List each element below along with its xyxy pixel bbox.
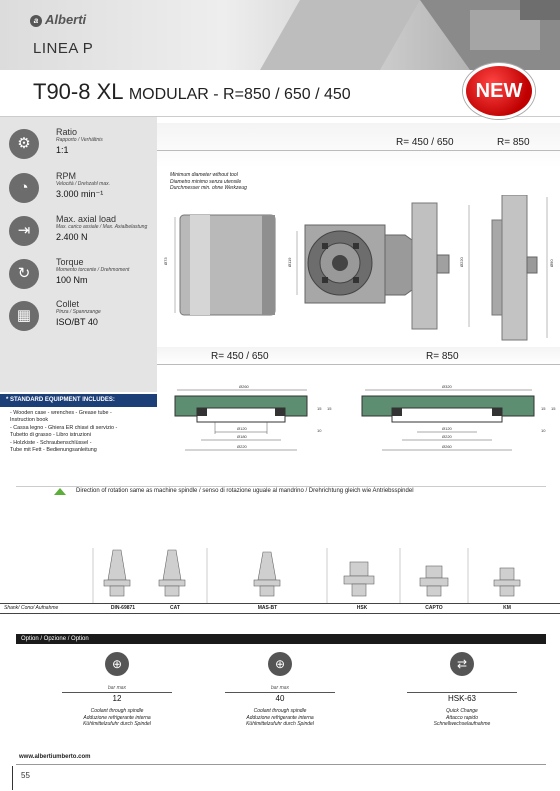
list-item: Tubetto di grasso - Libro istruzioni: [10, 431, 91, 438]
shank-type-row: [0, 603, 560, 614]
option-unit: bar max: [270, 685, 290, 691]
desc-line: Kühlmittelzufuhr durch Spindel: [246, 721, 314, 727]
shank-type-cell: DIN-69871: [110, 605, 136, 611]
gear-icon: ⚙: [9, 129, 39, 159]
list-item: - Cassa legno - Ghiera ER chiavi di servizio -: [10, 425, 118, 431]
product-model: T90-8 XL: [33, 79, 123, 104]
km-shank-icon: [494, 568, 520, 596]
header-banner: [0, 0, 560, 70]
dim-label: Ø260: [239, 384, 249, 389]
dim-label: Ø220: [459, 257, 464, 267]
website-link[interactable]: www.albertiumberto.com: [19, 754, 91, 760]
series-name: LINEA P: [33, 40, 94, 57]
radius-label-right: R= 850: [497, 137, 530, 148]
desc-line: Adduzione refrigerante interna: [246, 714, 314, 721]
spec-label: Ratio: [56, 127, 78, 137]
desc-line: Coolant through spindle: [90, 708, 144, 714]
dim-label: 15: [551, 406, 556, 411]
rotation-arrow-icon: [54, 488, 66, 495]
shank-type-cell: MAS-BT: [257, 605, 278, 611]
dim-label: 15: [541, 406, 546, 411]
spec-label: Torque: [56, 257, 84, 267]
page-marker: [12, 766, 13, 790]
dim-label: Ø220: [442, 434, 452, 439]
desc-line: Kühlmittelzufuhr durch Spindel: [83, 721, 151, 727]
dim-label: Ø180: [237, 434, 247, 439]
brand-name: Alberti: [45, 12, 87, 27]
radius-label-right: R= 850: [426, 351, 459, 362]
capto-shank-icon: [420, 566, 448, 596]
dim-label: 15: [327, 406, 332, 411]
spec-ratio: [0, 127, 157, 169]
dim-label: Ø119: [287, 257, 292, 267]
spec-label: RPM: [56, 171, 76, 181]
spec-sublabel: Max. carico assiale / Max. Axialbelastung: [56, 224, 148, 230]
desc-line: Attacco rapido: [446, 714, 478, 721]
brand-logo: [30, 12, 86, 27]
spec-collet: [0, 299, 157, 341]
divider: [157, 150, 560, 151]
shank-type-cell: CAPTO: [425, 605, 443, 611]
shank-row-label: Shank/ Cono/ Aufnahme: [4, 605, 59, 611]
collet-icon: ▦: [9, 301, 39, 331]
spec-label: Max. axial load: [56, 214, 117, 224]
spec-label: Collet: [56, 299, 80, 309]
axial-load-icon: ⇥: [9, 216, 39, 246]
rotation-note: Direction of rotation same as machine spindle / senso di rotazione uguale al mandrino / Drehrichtung gleich wie Antriebsspindel: [76, 488, 414, 494]
option-coolant-40: [210, 652, 350, 728]
list-item: - Wooden case - wrenches - Grease tube -: [10, 410, 112, 416]
desc-line: Quick Change: [446, 708, 478, 714]
hsk-shank-icon: [344, 562, 374, 596]
flange-section-drawing: [157, 368, 560, 468]
divider: [157, 364, 560, 365]
coolant-icon: ⊕: [268, 652, 292, 676]
dim-label: 15: [317, 406, 322, 411]
divider: [16, 486, 546, 487]
spec-value: ISO/BT 40: [56, 317, 98, 327]
option-description: [392, 708, 532, 728]
mas-bt-shank-icon: [254, 552, 280, 596]
list-item: Instruction book: [10, 416, 49, 423]
shank-type-cell: KM: [503, 605, 511, 611]
option-description: [210, 708, 350, 728]
quick-change-icon: ⇄: [450, 652, 474, 676]
shank-type-cell: HSK: [356, 605, 368, 611]
divider: [16, 764, 546, 765]
option-unit: bar max: [107, 685, 127, 691]
option-unit: [392, 685, 532, 691]
option-quick-change: [392, 652, 532, 728]
option-description: [47, 708, 187, 728]
spec-value: 2.400 N: [56, 232, 88, 242]
spec-value: 1:1: [56, 145, 69, 155]
new-badge: NEW: [463, 63, 535, 119]
desc-line: Coolant through spindle: [253, 708, 307, 714]
logo-icon: a: [30, 15, 42, 27]
option-value: 12: [62, 692, 172, 703]
desc-line: Adduzione refrigerante interna: [83, 714, 151, 721]
dim-label: Ø120: [237, 426, 247, 431]
spec-sublabel: Pinza / Spannzange: [56, 309, 101, 315]
radius-label-left: R= 450 / 650: [211, 351, 269, 362]
dim-label: 10: [541, 428, 546, 433]
speedometer-icon: ◔: [9, 173, 39, 203]
dim-label: Ø320: [442, 384, 452, 389]
standard-equipment-list: [10, 410, 155, 455]
torque-icon: ↻: [9, 259, 39, 289]
option-heading: Option / Opzione / Option: [16, 634, 546, 644]
din-69871-shank-icon: [104, 550, 130, 596]
dim-label: Ø120: [442, 426, 452, 431]
machine-photo-background: [0, 0, 560, 70]
spec-sublabel: Momento torcente / Drehmoment: [56, 267, 130, 273]
standard-equipment-heading: * STANDARD EQUIPMENT INCLUDES:: [0, 394, 157, 407]
spec-rpm: [0, 171, 157, 213]
spec-panel: [0, 117, 157, 392]
note-line: Durchmesser min. ohne Werkzeug: [170, 185, 247, 191]
spec-value: 3.000 min⁻¹: [56, 189, 104, 199]
list-item: - Holzkiste - Schraubenschlüssel -: [10, 440, 92, 446]
dim-label: Ø260: [442, 444, 452, 449]
page-number: 55: [21, 771, 30, 780]
spec-sublabel: Rapporto / Verhältnis: [56, 137, 103, 143]
radius-label-left: R= 450 / 650: [396, 137, 454, 148]
dim-label: Ø90: [549, 259, 554, 267]
cat-shank-icon: [159, 550, 185, 596]
option-value: HSK-63: [407, 692, 517, 703]
desc-line: Schnellwechselaufnahme: [433, 721, 491, 727]
option-value: 40: [225, 692, 335, 703]
dim-label: Ø220: [237, 444, 247, 449]
product-title: [33, 79, 351, 105]
spec-sublabel: Velocità / Drehzahl max.: [56, 181, 111, 187]
spec-value: 100 Nm: [56, 275, 88, 285]
shank-type-illustrations: [0, 548, 560, 603]
coolant-icon: ⊕: [105, 652, 129, 676]
note-line: Diametro minimo senza utensile: [170, 178, 242, 185]
shank-type-cell: CAT: [170, 605, 180, 611]
product-variant: MODULAR - R=850 / 650 / 450: [128, 86, 351, 103]
dim-label: Ø73: [163, 257, 168, 265]
spec-torque: [0, 257, 157, 299]
dim-label: 10: [317, 428, 322, 433]
spec-axial-load: [0, 214, 157, 256]
angle-head-drawing: [157, 195, 560, 345]
option-coolant-12: [47, 652, 187, 728]
note-line: Minimum diameter without tool: [170, 172, 238, 178]
min-diameter-note: [170, 172, 247, 192]
list-item: Tube mit Fett - Bedienungsanleitung: [10, 446, 97, 453]
